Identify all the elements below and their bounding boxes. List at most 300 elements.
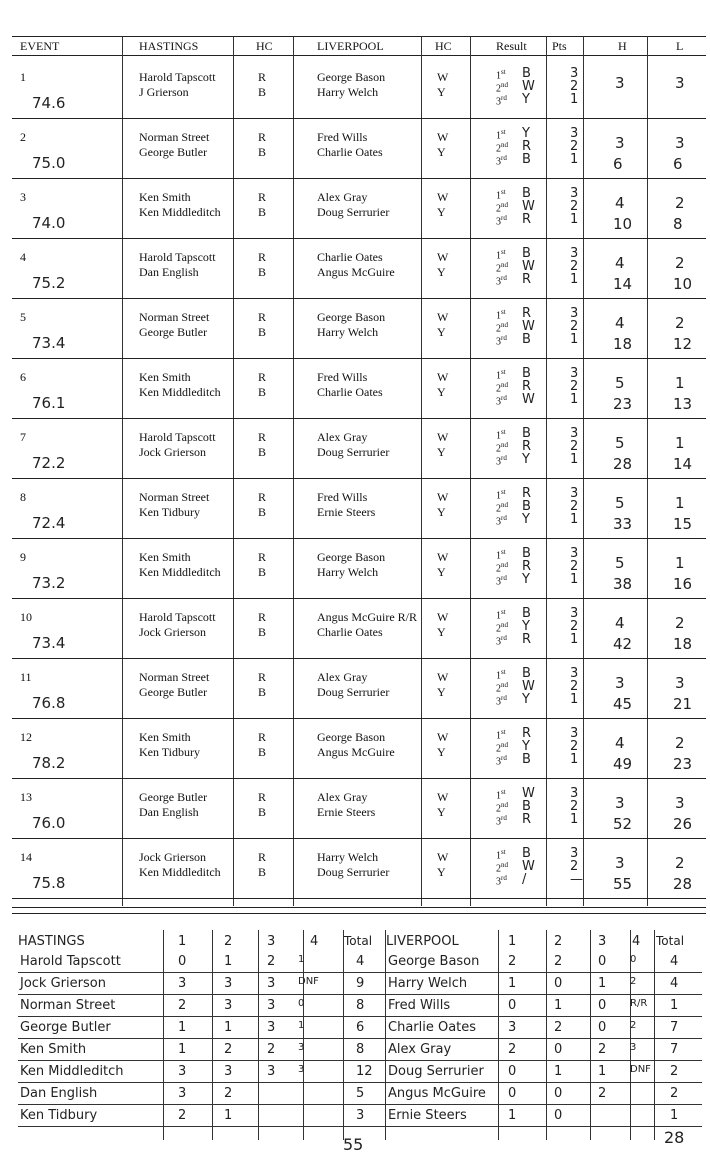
points: 1 bbox=[570, 692, 579, 707]
points: 2 bbox=[570, 859, 579, 874]
liverpool-helmet-1: W bbox=[437, 490, 449, 504]
placing-label: 2nd bbox=[496, 141, 508, 155]
liverpool-rider-2: Doug Serrurier bbox=[317, 205, 390, 219]
points: 2 bbox=[570, 379, 579, 394]
hastings-rider-1: Norman Street bbox=[139, 490, 210, 504]
result-colour: B bbox=[522, 66, 531, 81]
summary-heat-score: 0 bbox=[598, 998, 607, 1013]
event-row bbox=[12, 840, 706, 900]
points: 3 bbox=[570, 246, 579, 261]
liverpool-helmet-1: W bbox=[437, 130, 449, 144]
points: 3 bbox=[570, 486, 579, 501]
summary-heat-score: 0 bbox=[554, 976, 563, 991]
placing-label: 2nd bbox=[496, 621, 508, 635]
hastings-helmet-2: B bbox=[258, 745, 267, 759]
row-rule bbox=[12, 238, 706, 239]
event-row bbox=[12, 60, 706, 120]
result-colour: Y bbox=[522, 512, 530, 527]
placing-label: 2nd bbox=[496, 681, 508, 695]
summary-heat-score: 3 bbox=[178, 976, 187, 991]
liverpool-helmet-2: Y bbox=[437, 865, 446, 879]
summary-heat-score: 3 bbox=[224, 998, 233, 1013]
event-time: 73.4 bbox=[32, 634, 66, 652]
placing-label: 1st bbox=[496, 788, 506, 802]
result-colour: W bbox=[522, 679, 535, 694]
summary-hastings-total: 12 bbox=[356, 1064, 373, 1079]
summary-heat-score: 3 bbox=[508, 1020, 517, 1035]
placing-label: 3rd bbox=[496, 634, 507, 648]
summary-heat-column-header: 2 bbox=[224, 934, 233, 949]
result-colour: W bbox=[522, 79, 535, 94]
summary-hastings-title: HASTINGS bbox=[18, 934, 85, 949]
hastings-helmet-2: B bbox=[258, 565, 267, 579]
header-l: L bbox=[676, 39, 684, 53]
placing-label: 3rd bbox=[496, 454, 507, 468]
hastings-helmet-2: B bbox=[258, 865, 267, 879]
result-colour: W bbox=[522, 859, 535, 874]
summary-heat-score: 1 bbox=[508, 976, 517, 991]
placing-label: 3rd bbox=[496, 154, 507, 168]
placing-label: 1st bbox=[496, 488, 506, 502]
heat-score-liverpool: 2 bbox=[675, 854, 685, 872]
summary-heat-score: 2 bbox=[598, 1042, 607, 1057]
summary-heat-score: 2 bbox=[508, 1042, 517, 1057]
hastings-helmet-2: B bbox=[258, 445, 267, 459]
running-total-hastings: 45 bbox=[613, 695, 633, 713]
event-row bbox=[12, 540, 706, 600]
result-colour: W bbox=[522, 319, 535, 334]
placing-label: 2nd bbox=[496, 81, 508, 95]
event-number: 12 bbox=[20, 730, 32, 744]
liverpool-helmet-1: W bbox=[437, 670, 449, 684]
summary-heat-score: R/R bbox=[630, 998, 648, 1009]
summary-hastings-total: 9 bbox=[356, 976, 365, 991]
running-total-liverpool: 28 bbox=[673, 875, 693, 893]
heat-score-liverpool: 3 bbox=[675, 674, 685, 692]
hastings-helmet-1: R bbox=[258, 310, 267, 324]
liverpool-rider-2: Ernie Steers bbox=[317, 805, 376, 819]
liverpool-helmet-2: Y bbox=[437, 685, 446, 699]
hastings-helmet-1: R bbox=[258, 130, 267, 144]
points: 1 bbox=[570, 92, 579, 107]
summary-liverpool-title: LIVERPOOL bbox=[386, 934, 459, 949]
hastings-helmet-1: R bbox=[258, 670, 267, 684]
hastings-helmet-2: B bbox=[258, 325, 267, 339]
hastings-rider-1: Norman Street bbox=[139, 310, 210, 324]
summary-heat-column-header: 1 bbox=[178, 934, 187, 949]
heat-score-hastings: 5 bbox=[615, 494, 625, 512]
hastings-rider-1: Harold Tapscott bbox=[139, 610, 216, 624]
heat-score-liverpool: 1 bbox=[675, 494, 685, 512]
result-colour: Y bbox=[522, 452, 530, 467]
summary-heat-score: DNF bbox=[298, 976, 319, 987]
hastings-helmet-1: R bbox=[258, 370, 267, 384]
hastings-rider-2: Ken Tidbury bbox=[139, 745, 201, 759]
placing-label: 2nd bbox=[496, 561, 508, 575]
placing-label: 2nd bbox=[496, 741, 508, 755]
placing-label: 3rd bbox=[496, 814, 507, 828]
hastings-rider-1: Jock Grierson bbox=[139, 850, 206, 864]
liverpool-helmet-2: Y bbox=[437, 565, 446, 579]
summary-heat-score: 1 bbox=[598, 976, 607, 991]
summary-heat-score: 3 bbox=[267, 998, 276, 1013]
result-colour: R bbox=[522, 486, 532, 501]
summary-heat-column-header: 3 bbox=[267, 934, 276, 949]
event-number: 13 bbox=[20, 790, 32, 804]
event-row bbox=[12, 300, 706, 360]
points: — bbox=[570, 872, 583, 887]
liverpool-rider-2: Doug Serrurier bbox=[317, 445, 390, 459]
running-total-liverpool: 14 bbox=[673, 455, 693, 473]
summary-heat-score: 1 bbox=[508, 1108, 517, 1123]
liverpool-rider-2: Doug Serrurier bbox=[317, 865, 390, 879]
liverpool-rider-1: Charlie Oates bbox=[317, 250, 383, 264]
summary-heat-score: 0 bbox=[554, 1086, 563, 1101]
placing-label: 2nd bbox=[496, 441, 508, 455]
placing-label: 3rd bbox=[496, 274, 507, 288]
page-number: 55 bbox=[343, 1135, 364, 1154]
running-total-liverpool: 16 bbox=[673, 575, 693, 593]
summary-hastings-rider: Harold Tapscott bbox=[20, 954, 121, 969]
hastings-rider-1: Harold Tapscott bbox=[139, 70, 216, 84]
event-row bbox=[12, 600, 706, 660]
event-time: 72.2 bbox=[32, 454, 66, 472]
summary-heat-score: 2 bbox=[554, 1020, 563, 1035]
result-colour: R bbox=[522, 632, 532, 647]
summary-heat-score: 0 bbox=[598, 954, 607, 969]
event-time: 76.8 bbox=[32, 694, 66, 712]
heat-score-hastings: 3 bbox=[615, 854, 625, 872]
summary-heat-score: 0 bbox=[508, 998, 517, 1013]
summary-heat-score: 3 bbox=[178, 1064, 187, 1079]
liverpool-rider-1: Angus McGuire R/R bbox=[317, 610, 417, 624]
placing-label: 3rd bbox=[496, 574, 507, 588]
header-result: Result bbox=[496, 39, 527, 53]
liverpool-helmet-2: Y bbox=[437, 145, 446, 159]
event-row bbox=[12, 480, 706, 540]
hastings-rider-1: Ken Smith bbox=[139, 190, 191, 204]
summary-heat-score: 3 bbox=[178, 1086, 187, 1101]
result-colour: R bbox=[522, 306, 532, 321]
placing-label: 2nd bbox=[496, 201, 508, 215]
points: 1 bbox=[570, 272, 579, 287]
hastings-helmet-1: R bbox=[258, 250, 267, 264]
hastings-rider-1: Norman Street bbox=[139, 670, 210, 684]
result-colour: B bbox=[522, 666, 531, 681]
placing-label: 2nd bbox=[496, 381, 508, 395]
hastings-rider-2: Jock Grierson bbox=[139, 625, 206, 639]
event-number: 9 bbox=[20, 550, 26, 564]
placing-label: 1st bbox=[496, 188, 506, 202]
placing-label: 1st bbox=[496, 848, 506, 862]
summary-heat-score: 2 bbox=[598, 1086, 607, 1101]
row-rule bbox=[12, 418, 706, 419]
row-rule bbox=[12, 478, 706, 479]
summary-hastings-rider: Dan English bbox=[20, 1086, 98, 1101]
liverpool-rider-2: Charlie Oates bbox=[317, 625, 383, 639]
running-total-hastings: 14 bbox=[613, 275, 633, 293]
rule bbox=[12, 55, 706, 56]
liverpool-helmet-1: W bbox=[437, 430, 449, 444]
event-number: 5 bbox=[20, 310, 26, 324]
result-colour: Y bbox=[522, 692, 530, 707]
event-time: 78.2 bbox=[32, 754, 66, 772]
heat-score-hastings: 4 bbox=[615, 614, 625, 632]
liverpool-helmet-1: W bbox=[437, 550, 449, 564]
liverpool-helmet-2: Y bbox=[437, 325, 446, 339]
running-total-liverpool: 21 bbox=[673, 695, 693, 713]
summary-heat-score: 3 bbox=[224, 976, 233, 991]
points: 1 bbox=[570, 812, 579, 827]
points: 1 bbox=[570, 392, 579, 407]
hastings-helmet-2: B bbox=[258, 505, 267, 519]
points: 2 bbox=[570, 799, 579, 814]
event-row bbox=[12, 120, 706, 180]
liverpool-rider-2: Charlie Oates bbox=[317, 145, 383, 159]
points: 2 bbox=[570, 139, 579, 154]
row-rule bbox=[12, 778, 706, 779]
liverpool-helmet-2: Y bbox=[437, 505, 446, 519]
row-rule bbox=[12, 838, 706, 839]
summary-heat-column-header: 1 bbox=[508, 934, 517, 949]
summary-liverpool-rider: George Bason bbox=[388, 954, 480, 969]
header-liverpool: LIVERPOOL bbox=[317, 39, 384, 53]
result-colour: B bbox=[522, 152, 531, 167]
summary-liverpool-total: 2 bbox=[670, 1086, 679, 1101]
placing-label: 3rd bbox=[496, 214, 507, 228]
result-colour: R bbox=[522, 139, 532, 154]
points: 1 bbox=[570, 152, 579, 167]
result-colour: W bbox=[522, 392, 535, 407]
liverpool-rider-1: George Bason bbox=[317, 550, 386, 564]
summary-heat-score: 3 bbox=[298, 1064, 305, 1075]
hastings-helmet-2: B bbox=[258, 85, 267, 99]
result-colour: / bbox=[522, 872, 527, 887]
summary-heat-score: 1 bbox=[298, 1020, 305, 1031]
header-h: H bbox=[618, 39, 627, 53]
result-colour: R bbox=[522, 212, 532, 227]
points: 1 bbox=[570, 752, 579, 767]
event-time: 73.4 bbox=[32, 334, 66, 352]
hastings-helmet-1: R bbox=[258, 550, 267, 564]
heat-score-liverpool: 3 bbox=[675, 74, 685, 92]
header-hastings: HASTINGS bbox=[139, 39, 199, 53]
points: 3 bbox=[570, 726, 579, 741]
summary-heat-score: 3 bbox=[267, 1020, 276, 1035]
running-total-hastings: 10 bbox=[613, 215, 633, 233]
row-rule bbox=[12, 718, 706, 719]
liverpool-rider-1: Fred Wills bbox=[317, 130, 368, 144]
liverpool-rider-2: Angus McGuire bbox=[317, 265, 395, 279]
result-colour: W bbox=[522, 786, 535, 801]
event-time: 76.0 bbox=[32, 814, 66, 832]
liverpool-helmet-1: W bbox=[437, 310, 449, 324]
liverpool-rider-1: Fred Wills bbox=[317, 490, 368, 504]
summary-heat-score: 2 bbox=[178, 998, 187, 1013]
running-total-liverpool: 15 bbox=[673, 515, 693, 533]
summary-heat-score: 0 bbox=[178, 954, 187, 969]
hastings-helmet-1: R bbox=[258, 610, 267, 624]
event-number: 7 bbox=[20, 430, 26, 444]
hastings-rider-2: Jock Grierson bbox=[139, 445, 206, 459]
summary-hastings-rider: Norman Street bbox=[20, 998, 116, 1013]
result-colour: B bbox=[522, 546, 531, 561]
points: 2 bbox=[570, 439, 579, 454]
heat-score-liverpool: 2 bbox=[675, 254, 685, 272]
placing-label: 3rd bbox=[496, 874, 507, 888]
running-total-liverpool: 23 bbox=[673, 755, 693, 773]
placing-label: 2nd bbox=[496, 861, 508, 875]
heat-score-hastings: 3 bbox=[615, 794, 625, 812]
summary-heat-score: 1 bbox=[178, 1042, 187, 1057]
hastings-rider-1: Norman Street bbox=[139, 130, 210, 144]
result-colour: Y bbox=[522, 739, 530, 754]
placing-label: 3rd bbox=[496, 514, 507, 528]
header-hc-liverpool: HC bbox=[435, 39, 452, 53]
row-rule bbox=[12, 598, 706, 599]
heat-score-liverpool: 1 bbox=[675, 434, 685, 452]
event-number: 2 bbox=[20, 130, 26, 144]
summary-heat-score: 1 bbox=[598, 1064, 607, 1079]
liverpool-rider-2: Harry Welch bbox=[317, 325, 379, 339]
placing-label: 3rd bbox=[496, 94, 507, 108]
liverpool-rider-2: Harry Welch bbox=[317, 85, 379, 99]
summary-heat-score: 0 bbox=[298, 998, 305, 1009]
placing-label: 1st bbox=[496, 248, 506, 262]
event-time: 74.6 bbox=[32, 94, 66, 112]
summary-hastings-total: 8 bbox=[356, 1042, 365, 1057]
liverpool-helmet-1: W bbox=[437, 790, 449, 804]
liverpool-rider-1: Alex Gray bbox=[317, 670, 368, 684]
liverpool-helmet-2: Y bbox=[437, 85, 446, 99]
placing-label: 1st bbox=[496, 128, 506, 142]
summary-heat-score: 2 bbox=[224, 1086, 233, 1101]
result-colour: B bbox=[522, 752, 531, 767]
result-colour: Y bbox=[522, 619, 530, 634]
hastings-rider-1: Ken Smith bbox=[139, 730, 191, 744]
summary-liverpool-total: 4 bbox=[670, 954, 679, 969]
hastings-helmet-1: R bbox=[258, 490, 267, 504]
summary-liverpool-rider: Charlie Oates bbox=[388, 1020, 477, 1035]
points: 2 bbox=[570, 199, 579, 214]
hastings-helmet-2: B bbox=[258, 625, 267, 639]
running-total-hastings: 6 bbox=[613, 155, 623, 173]
summary-liverpool-total: 2 bbox=[670, 1064, 679, 1079]
summary-heat-score: 2 bbox=[554, 954, 563, 969]
hastings-rider-2: George Butler bbox=[139, 685, 208, 699]
summary-heat-score: 0 bbox=[508, 1064, 517, 1079]
event-number: 10 bbox=[20, 610, 32, 624]
running-total-liverpool: 26 bbox=[673, 815, 693, 833]
result-colour: B bbox=[522, 799, 531, 814]
heat-score-liverpool: 1 bbox=[675, 554, 685, 572]
summary-hastings-total: 6 bbox=[356, 1020, 365, 1035]
summary-heat-score: 3 bbox=[267, 1064, 276, 1079]
summary-liverpool-total: 7 bbox=[670, 1020, 679, 1035]
summary-heat-score: 0 bbox=[554, 1108, 563, 1123]
rule bbox=[12, 913, 706, 914]
result-colour: R bbox=[522, 439, 532, 454]
hastings-helmet-2: B bbox=[258, 805, 267, 819]
summary-hastings-total: 3 bbox=[356, 1108, 365, 1123]
hastings-helmet-2: B bbox=[258, 205, 267, 219]
summary-heat-score: 1 bbox=[298, 954, 305, 965]
event-time: 73.2 bbox=[32, 574, 66, 592]
points: 2 bbox=[570, 739, 579, 754]
result-colour: R bbox=[522, 812, 532, 827]
heat-score-hastings: 4 bbox=[615, 314, 625, 332]
summary-heat-score: 2 bbox=[267, 1042, 276, 1057]
summary-heat-score: 3 bbox=[298, 1042, 305, 1053]
placing-label: 1st bbox=[496, 68, 506, 82]
event-time: 75.2 bbox=[32, 274, 66, 292]
row-rule bbox=[12, 298, 706, 299]
hastings-helmet-2: B bbox=[258, 145, 267, 159]
summary-hastings-total: 4 bbox=[356, 954, 365, 969]
points: 2 bbox=[570, 559, 579, 574]
summary-heat-score: 1 bbox=[224, 954, 233, 969]
result-colour: Y bbox=[522, 126, 530, 141]
running-total-liverpool: 13 bbox=[673, 395, 693, 413]
summary-table bbox=[18, 930, 702, 1140]
liverpool-rider-2: Ernie Steers bbox=[317, 505, 376, 519]
event-number: 14 bbox=[20, 850, 32, 864]
summary-heat-score: 2 bbox=[630, 1020, 637, 1031]
hastings-rider-2: Ken Tidbury bbox=[139, 505, 201, 519]
heat-score-liverpool: 2 bbox=[675, 314, 685, 332]
hastings-helmet-1: R bbox=[258, 190, 267, 204]
summary-heat-score: 1 bbox=[554, 998, 563, 1013]
placing-label: 1st bbox=[496, 548, 506, 562]
summary-liverpool-rider: Fred Wills bbox=[388, 998, 451, 1013]
summary-heat-score: 1 bbox=[178, 1020, 187, 1035]
summary-heat-score: 1 bbox=[554, 1064, 563, 1079]
summary-heat-column-header: 4 bbox=[632, 934, 641, 949]
liverpool-rider-1: George Bason bbox=[317, 70, 386, 84]
result-colour: Y bbox=[522, 92, 530, 107]
hastings-helmet-2: B bbox=[258, 685, 267, 699]
heat-score-liverpool: 3 bbox=[675, 794, 685, 812]
points: 1 bbox=[570, 632, 579, 647]
points: 3 bbox=[570, 366, 579, 381]
summary-hastings-rider: Ken Middleditch bbox=[20, 1064, 124, 1079]
placing-label: 1st bbox=[496, 728, 506, 742]
hastings-rider-2: Ken Middleditch bbox=[139, 865, 221, 879]
event-number: 8 bbox=[20, 490, 26, 504]
result-colour: R bbox=[522, 726, 532, 741]
points: 2 bbox=[570, 619, 579, 634]
running-total-liverpool: 8 bbox=[673, 215, 683, 233]
summary-hastings-total: 5 bbox=[356, 1086, 365, 1101]
rule bbox=[12, 36, 706, 37]
header-pts: Pts bbox=[552, 39, 567, 53]
result-colour: Y bbox=[522, 572, 530, 587]
points: 3 bbox=[570, 186, 579, 201]
heat-score-liverpool: 1 bbox=[675, 374, 685, 392]
liverpool-helmet-1: W bbox=[437, 850, 449, 864]
event-number: 4 bbox=[20, 250, 26, 264]
liverpool-helmet-2: Y bbox=[437, 805, 446, 819]
running-total-hastings: 49 bbox=[613, 755, 633, 773]
liverpool-helmet-2: Y bbox=[437, 385, 446, 399]
points: 2 bbox=[570, 499, 579, 514]
event-time: 75.0 bbox=[32, 154, 66, 172]
points: 3 bbox=[570, 546, 579, 561]
summary-heat-score: 1 bbox=[224, 1020, 233, 1035]
liverpool-helmet-1: W bbox=[437, 370, 449, 384]
placing-label: 2nd bbox=[496, 321, 508, 335]
result-colour: B bbox=[522, 186, 531, 201]
